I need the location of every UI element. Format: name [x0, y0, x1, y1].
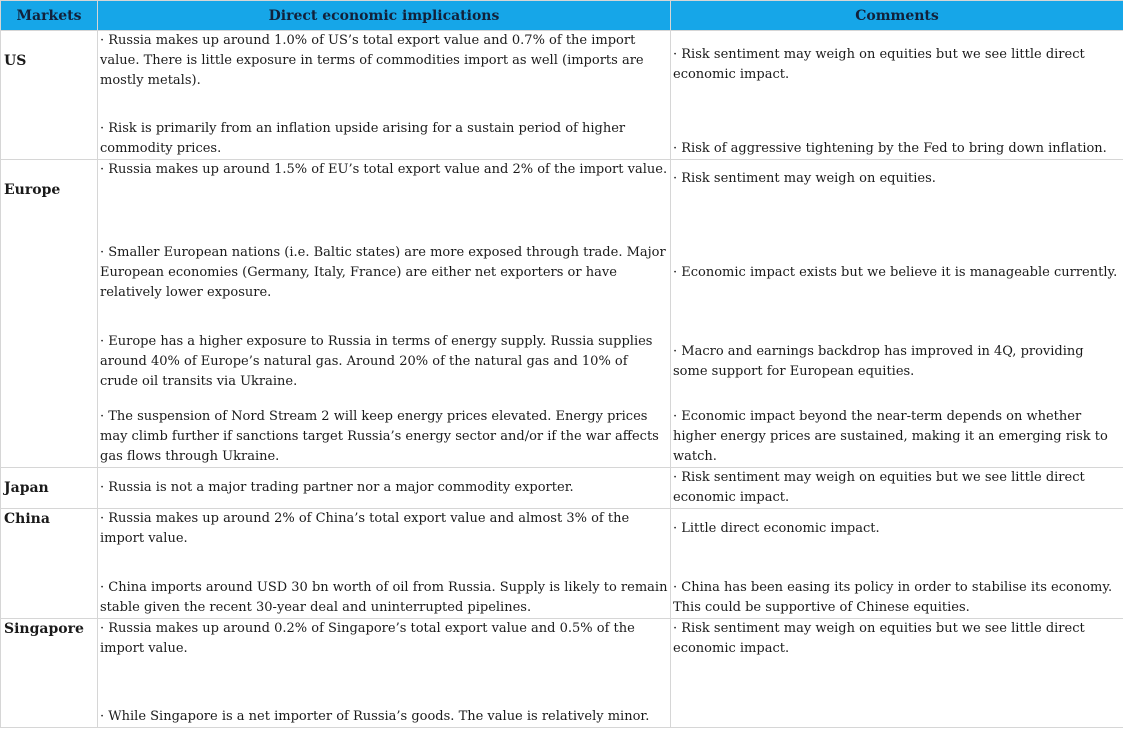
comment-cell: · Macro and earnings backdrop has improved in 4Q, providing some support for European equities.: [671, 318, 1123, 407]
comment-cell: [671, 688, 1123, 728]
implication-cell: · Russia is not a major trading partner nor a major commodity exporter.: [98, 468, 671, 509]
table-row: [1, 688, 1123, 728]
table-header-row: [1, 1, 1123, 31]
comment-cell: · Risk of aggressive tightening by the Fed to bring down inflation.: [671, 100, 1123, 160]
comment-cell: · Risk sentiment may weigh on equities.: [671, 160, 1123, 229]
table-row: [1, 407, 1123, 468]
table-row: [1, 468, 1123, 509]
market-europe: Europe: [1, 160, 98, 468]
implication-cell: · Russia makes up around 2% of China’s total export value and almost 3% of the import value.: [98, 509, 671, 578]
table-row: [1, 318, 1123, 407]
market-china-label: China: [4, 511, 50, 527]
comment-cell: · Risk sentiment may weigh on equities but we see little direct economic impact.: [671, 468, 1123, 509]
table-row: [1, 31, 1123, 100]
market-singapore: [1, 619, 98, 728]
table-row: [1, 100, 1123, 160]
table-row: [1, 160, 1123, 229]
implication-cell: · While Singapore is a net importer of Russia’s goods. The value is relatively minor.: [98, 688, 671, 728]
header-markets: Markets: [1, 1, 98, 31]
implication-cell: · Risk is primarily from an inflation upside arising for a sustain period of higher commodity prices.: [98, 100, 671, 160]
comment-cell: · Economic impact exists but we believe it is manageable currently.: [671, 229, 1123, 318]
comment-cell: · Risk sentiment may weigh on equities but we see little direct economic impact.: [671, 619, 1123, 688]
market-china: [1, 509, 98, 619]
market-japan: Japan: [1, 468, 98, 509]
table-row: [1, 619, 1123, 688]
market-us: US: [1, 31, 98, 160]
implication-cell: · The suspension of Nord Stream 2 will keep energy prices elevated. Energy prices may climb further if sanctions target Russia’s energy sector and/or if the war affects gas flows through Ukraine.: [98, 407, 671, 468]
implication-cell: · Russia makes up around 1.5% of EU’s total export value and 2% of the import value.: [98, 160, 671, 229]
comment-cell: · China has been easing its policy in order to stabilise its economy. This could be supportive of Chinese equities.: [671, 578, 1123, 619]
comment-cell: · Economic impact beyond the near-term depends on whether higher energy prices are sustained, making it an emerging risk to watch.: [671, 407, 1123, 468]
header-implications: Direct economic implications: [98, 1, 671, 31]
implication-cell: · Smaller European nations (i.e. Baltic states) are more exposed through trade. Major European economies (Germany, Italy, France) are either net exporters or have relatively lower exposure.: [98, 229, 671, 318]
table-row: [1, 229, 1123, 318]
comment-cell: · Risk sentiment may weigh on equities but we see little direct economic impact.: [671, 31, 1123, 100]
table-row: [1, 509, 1123, 578]
implication-cell: · Russia makes up around 0.2% of Singapore’s total export value and 0.5% of the import value.: [98, 619, 671, 688]
implication-cell: · Russia makes up around 1.0% of US’s total export value and 0.7% of the import value. There is little exposure in terms of commodities import as well (imports are mostly metals).: [98, 31, 671, 100]
comment-cell: · Little direct economic impact.: [671, 509, 1123, 578]
market-singapore-label: Singapore: [4, 621, 84, 637]
implication-cell: · Europe has a higher exposure to Russia in terms of energy supply. Russia supplies around 40% of Europe’s natural gas. Around 20% of the natural gas and 10% of crude oil transits via Ukraine.: [98, 318, 671, 407]
implication-cell: · China imports around USD 30 bn worth of oil from Russia. Supply is likely to remain stable given the recent 30-year deal and uninterrupted pipelines.: [98, 578, 671, 619]
header-comments: Comments: [671, 1, 1123, 31]
table-row: [1, 578, 1123, 619]
